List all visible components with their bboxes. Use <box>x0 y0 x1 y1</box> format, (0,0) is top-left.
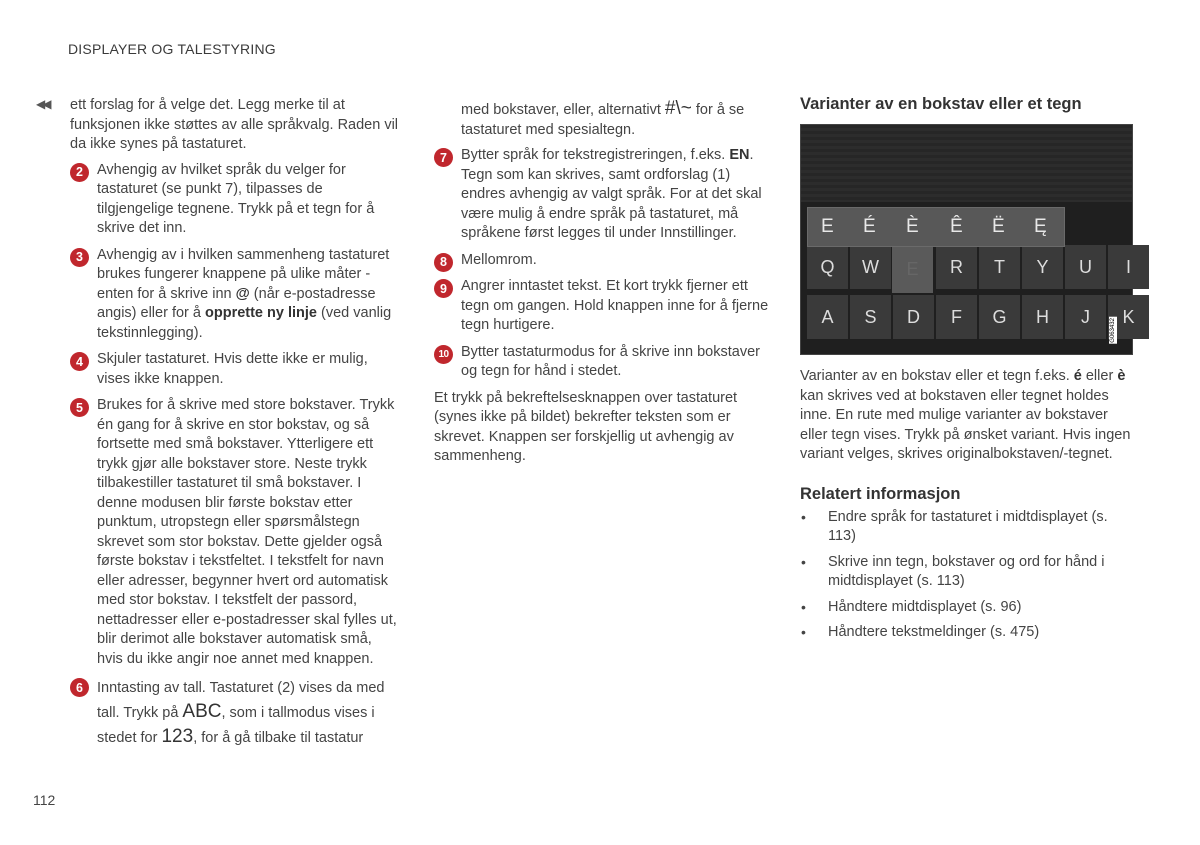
image-caption <box>800 367 1135 465</box>
continued-marker-icon: ◀◀ <box>36 97 49 111</box>
list-item-3 <box>70 246 400 344</box>
text-part: , for å gå tilbake til tastatur <box>193 730 364 746</box>
key: J <box>1065 295 1106 339</box>
key: K <box>1108 295 1149 339</box>
keyboard-illustration <box>800 124 1133 355</box>
key: W <box>850 245 891 289</box>
column-1 <box>70 96 400 757</box>
key: F <box>936 295 977 339</box>
variant-char: Ë <box>992 216 1005 237</box>
related-link[interactable]: • Håndtere midtdisplayet (s. 96) <box>800 598 1135 618</box>
page-number: 112 <box>33 792 56 808</box>
item-text: Angrer inntastet tekst. Et kort trykk fjerner ett tegn om gangen. Hold knappen inne for å fjerne tegn hurtigere. <box>461 278 769 333</box>
column-3 <box>800 95 1135 649</box>
step-number: 8 <box>434 253 453 272</box>
related-link[interactable]: • Skrive inn tegn, bokstaver og ord for hånd i midtdisplayet (s. 113) <box>800 553 1135 592</box>
text-part: (når e-postadresse angis) eller for å <box>97 285 376 321</box>
text-part: , som i tallmodus vises i stedet for <box>97 705 375 746</box>
list-item-2 <box>70 161 400 239</box>
bold-text: opprette ny linje <box>205 305 317 321</box>
item-text: Bytter tastaturmodus for å skrive inn bokstaver og tegn for hånd i stedet. <box>461 343 760 379</box>
bold-text: è <box>1117 368 1126 384</box>
item-text <box>97 680 384 746</box>
key: A <box>807 295 848 339</box>
variant-char: Ę <box>1034 216 1047 237</box>
intro-paragraph: ett forslag for å velge det. Legg merke til at funksjonen ikke støttes av alle språkvalg. Raden vil da ikke synes på tastaturet. <box>70 97 399 152</box>
key-pressed: E <box>892 245 933 293</box>
column-2 <box>434 99 770 473</box>
step-number: 3 <box>70 248 89 267</box>
variant-char: É <box>863 216 876 237</box>
step-number: 4 <box>70 352 89 371</box>
section-heading: Varianter av en bokstav eller et tegn <box>800 95 1082 113</box>
list-item-7 <box>434 146 770 244</box>
key: G <box>979 295 1020 339</box>
related-heading: Relatert informasjon <box>800 484 961 503</box>
step-number: 5 <box>70 398 89 417</box>
bold-text: @ <box>235 285 250 302</box>
image-code: G063432 <box>1110 318 1116 343</box>
related-list <box>800 508 1135 643</box>
step-number: 9 <box>434 279 453 298</box>
variant-char: Ê <box>950 216 963 237</box>
key: U <box>1065 245 1106 289</box>
list-item-6 <box>70 676 400 750</box>
item-text: Skjuler tastaturet. Hvis dette ikke er mulig, vises ikke knappen. <box>97 351 368 387</box>
key: H <box>1022 295 1063 339</box>
key: Q <box>807 245 848 289</box>
item-text: Mellomrom. <box>461 251 537 268</box>
bold-text: é <box>1073 368 1082 384</box>
key: R <box>936 245 977 289</box>
key: T <box>979 245 1020 289</box>
page-header: DISPLAYER OG TALESTYRING <box>68 41 276 57</box>
list-item-5 <box>70 396 400 669</box>
key: S <box>850 295 891 339</box>
intro-paragraph <box>434 99 770 140</box>
related-link[interactable]: • Endre språk for tastaturet i midtdisplayet (s. 113) <box>800 508 1135 547</box>
keyboard-row-1 <box>801 245 1132 293</box>
item-text <box>461 147 762 241</box>
123-symbol: 123 <box>161 726 194 747</box>
text-part: Avhengig av i hvilken sammenheng tastaturet brukes fungerer knappene på ulike måter - enten for å skrive inn <box>97 246 390 302</box>
text-part: Bytter språk for tekstregistreringen, f.eks. <box>461 147 730 163</box>
variant-char: E <box>821 216 834 237</box>
list-item-10 <box>434 343 770 382</box>
step-number: 6 <box>70 678 89 697</box>
keyboard-top-area <box>801 125 1132 202</box>
list-item-9 <box>434 277 770 336</box>
text-part: for å se tastaturet med spesialtegn. <box>461 102 745 138</box>
related-link[interactable]: • Håndtere tekstmeldinger (s. 475) <box>800 623 1135 643</box>
text-part: (ved vanlig tekstinnlegging). <box>97 305 392 341</box>
variant-char: È <box>906 216 919 237</box>
text-part: Inntasting av tall. Tastaturet (2) vises da med tall. Trykk på <box>97 680 385 721</box>
key: Y <box>1022 245 1063 289</box>
text-part: kan skrives ved at bokstaven eller tegnet holdes inne. En rute med mulige varianter av bokstaver eller tegn vises. Trykk på ønsket variant. Hvis ingen variant velges, skrives originalbokstaven/-tegnet. <box>800 387 1131 462</box>
step-number: 2 <box>70 163 89 182</box>
special-chars-symbol: #\~ <box>664 98 692 119</box>
text-part: med bokstaver, eller, alternativt <box>461 102 665 118</box>
bold-text: EN <box>729 147 750 163</box>
key: I <box>1108 245 1149 289</box>
text-part: eller <box>1081 368 1118 384</box>
abc-symbol: ABC <box>182 701 222 722</box>
item-text: Avhengig av hvilket språk du velger for tastaturet (se punkt 7), tilpasses de tilgjengelige tegnene. Trykk på et tegn for å skrive det inn. <box>97 161 375 236</box>
outro-paragraph: Et trykk på bekreftelsesknappen over tastaturet (synes ikke på bildet) bekrefter teksten som er skrevet. Knappen ser forskjellig ut avhengig av sammenheng. <box>434 389 738 464</box>
key: D <box>893 295 934 339</box>
list-item-4 <box>70 350 400 389</box>
item-text <box>97 247 391 341</box>
variant-popup <box>807 207 1065 247</box>
step-number: 10 <box>434 345 453 364</box>
text-part: . Tegn som kan skrives, samt ordforslag (1) endres avhengig av valgt språk. For at det skal være mulig å endre språk på tastaturet, må språkene først legges til under Innstillinger. <box>461 147 762 241</box>
list-item-8 <box>434 251 770 271</box>
text-part: Varianter av en bokstav eller et tegn f.eks. <box>800 368 1074 384</box>
keyboard-row-2 <box>801 295 1135 343</box>
step-number: 7 <box>434 148 453 167</box>
item-text: Brukes for å skrive med store bokstaver. Trykk én gang for å skrive en stor bokstav, og så fortsette med små bokstaver. Ytterligere ett trykk gjør alle bokstaver store. Neste trykk tilbakestiller tastaturet til små bokstaver. I denne modusen blir første bokstav etter punktum, utropstegn eller spørsmålstegn skrevet som stor bokstav. Dette gjelder også første bokstav i tekstfeltet. I tekstfelt for navn eller adresser, begynner hvert ord automatisk med stor bokstav. I tekstfelt der passord, nettadresser eller e-postadresser skal fylles ut, blir derimot alle bokstaver automatisk små, hvis du ikke angir noe annet med knappen. <box>97 397 397 667</box>
